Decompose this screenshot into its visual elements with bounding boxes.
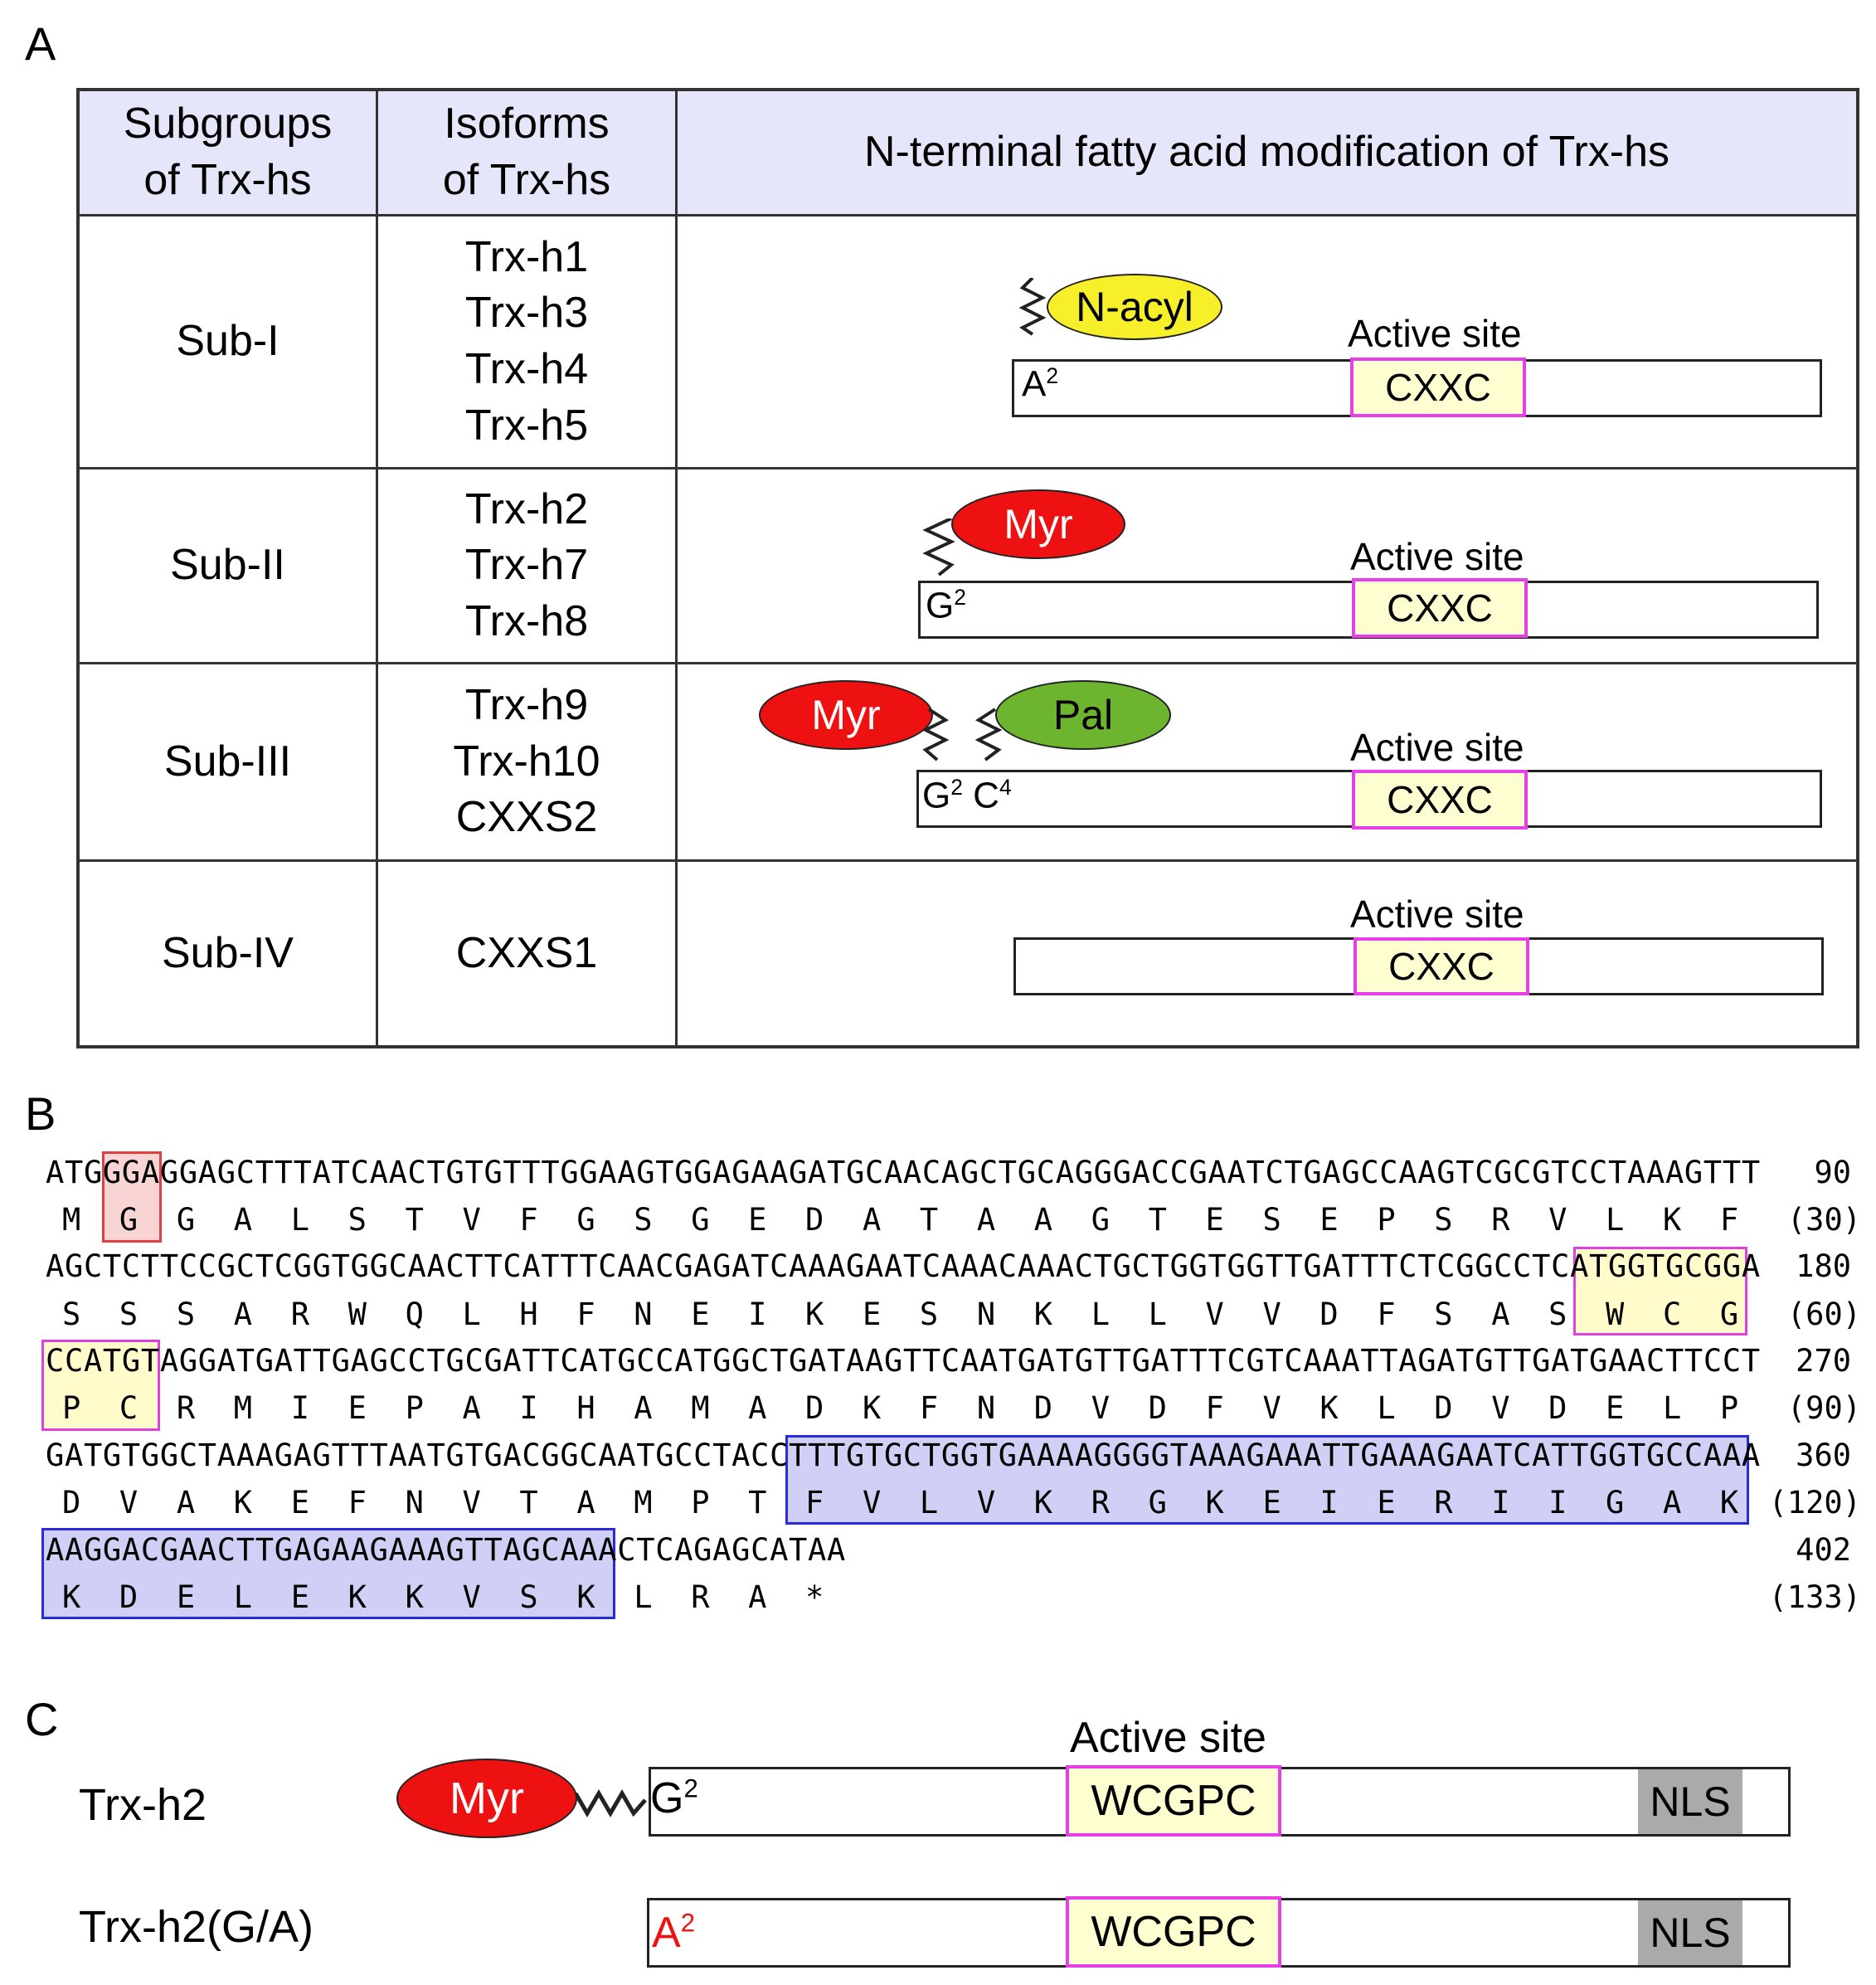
aa-count-line-1: (30) (1786, 1202, 1861, 1238)
lipid-chain-sub-i (1016, 278, 1049, 361)
myristoyl-group-sub-ii: Myr (951, 489, 1125, 559)
active-site-label-sub-i: Active site (1348, 312, 1522, 355)
cxxc-active-site-sub-iii: CXXC (1352, 770, 1528, 830)
active-site-label-panel-c: Active site (1070, 1714, 1266, 1762)
residues-g2-c4-sub-iii: $G^2$ $C^4$ (922, 775, 1012, 816)
aa-sequence-line-1: M G G A L S T V F G S G E D A T A A G T E S E P S R V L K F (62, 1202, 1739, 1238)
cxxc-active-site-sub-ii: CXXC (1352, 578, 1528, 638)
n-acyl-group: N-acyl (1047, 274, 1222, 340)
palmitoyl-group: Pal (995, 680, 1171, 750)
isoforms-sub-iii: Trx-h9 Trx-h10 CXXS2 (453, 681, 600, 842)
construct-name-trx-h2-ga: Trx-h2(G/A) (79, 1902, 313, 1952)
subgroup-sub-i: Sub-I (176, 317, 279, 366)
lipid-chain-panel-c (576, 1783, 650, 1825)
aa-sequence-line-2: S S S A R W Q L H F N E I K E S N K L L V V D F S A S W C G (62, 1297, 1739, 1332)
nt-count-line-1: 90 (1814, 1155, 1851, 1190)
panel-label-b: B (25, 1087, 56, 1140)
header-modification: N-terminal fatty acid modification of Trx-hs (864, 128, 1669, 177)
isoforms-sub-iv: CXXS1 (455, 928, 598, 977)
active-site-label-sub-ii: Active site (1350, 535, 1524, 578)
myristoyl-group-sub-iii: Myr (759, 680, 933, 750)
subgroup-sub-ii: Sub-II (170, 541, 285, 590)
aa-count-line-3: (90) (1786, 1390, 1861, 1426)
aa-count-line-2: (60) (1786, 1297, 1861, 1332)
myristoyl-group-panel-c: Myr (396, 1759, 577, 1838)
subgroup-sub-iv: Sub-IV (162, 928, 294, 977)
aa-count-line-5: (133) (1768, 1579, 1861, 1615)
active-site-label-sub-iii: Active site (1350, 726, 1524, 769)
active-site-label-sub-iv: Active site (1350, 893, 1524, 936)
lipid-chains-sub-iii (921, 705, 1012, 780)
subgroup-sub-iii: Sub-III (163, 737, 292, 786)
nt-count-line-4: 360 (1796, 1438, 1851, 1473)
construct-name-trx-h2: Trx-h2 (79, 1780, 207, 1830)
residue-g2-sub-ii: $G^2$ (926, 585, 966, 626)
cxxc-active-site-sub-iv: CXXC (1354, 937, 1529, 995)
panel-label-a: A (25, 17, 56, 70)
nt-sequence-line-3: CCATGTAGGATGATTGAGCCTGCGATTCATGCCATGGCTGATAAGTTCAATGATGTTGATTTCGTCAAATTAGATGTTGATGAACTTCCT (46, 1343, 1761, 1379)
nls-domain-trx-h2: NLS (1638, 1769, 1742, 1834)
subgroup-table (76, 88, 1859, 1048)
aa-sequence-line-5: K D E L E K K V S K L R A * (62, 1579, 825, 1615)
nt-sequence-line-1: ATGGGAGGAGCTTTATCAACTGTGTTTGGAAGTGGAGAAGATGCAACAGCTGCAGGGACCGAATCTGAGCCAAGTCGCGTCCTAAAGTTT (46, 1155, 1761, 1190)
mutant-residue-a2: $A^2$ (652, 1908, 696, 1957)
isoforms-sub-i: Trx-h1 Trx-h3 Trx-h4 Trx-h5 (464, 232, 589, 450)
residue-a2-sub-i: $A^2$ (1022, 363, 1059, 405)
nt-count-line-3: 270 (1796, 1343, 1851, 1379)
nt-sequence-line-4: GATGTGGCTAAAGAGTTTAATGTGACGGCAATGCCTACCTTTGTGCTGGTGAAAAGGGGTAAAGAAATTGAAAGAATCATTGGTGCCAAA (46, 1438, 1761, 1473)
nt-count-line-2: 180 (1796, 1248, 1851, 1284)
aa-sequence-line-3: P C R M I E P A I H A M A D K F N D V D F V K L D V D E L P (62, 1390, 1739, 1426)
nt-sequence-line-5: AAGGACGAACTTGAGAAGAAAGTTAGCAAACTCAGAGCATAA (46, 1532, 846, 1568)
aa-count-line-4: (120) (1768, 1485, 1861, 1520)
isoforms-sub-ii: Trx-h2 Trx-h7 Trx-h8 (464, 484, 589, 645)
header-isoforms: Isoforms of Trx-hs (442, 100, 611, 204)
residue-g2-trx-h2: $G^2$ (650, 1773, 698, 1822)
aa-sequence-line-4: D V A K E F N V T A M P T F V L V K R G K E I E R I I G A K (62, 1485, 1739, 1520)
nt-sequence-line-2: AGCTCTTCCGCTCGGTGGCAACTTCATTTCAACGAGATCAAAGAATCAAACAAACTGCTGGTGGTTGATTTCTCGGCCTCATGGTGCGGA (46, 1248, 1761, 1284)
nls-domain-trx-h2-ga: NLS (1638, 1900, 1742, 1965)
wcgpc-active-site-trx-h2: WCGPC (1066, 1765, 1281, 1837)
nt-count-line-5: 402 (1796, 1532, 1851, 1568)
wcgpc-active-site-trx-h2-ga: WCGPC (1066, 1896, 1281, 1968)
header-subgroups: Subgroups of Trx-hs (123, 100, 333, 204)
panel-label-c: C (25, 1693, 59, 1745)
cxxc-active-site-sub-i: CXXC (1350, 358, 1526, 417)
